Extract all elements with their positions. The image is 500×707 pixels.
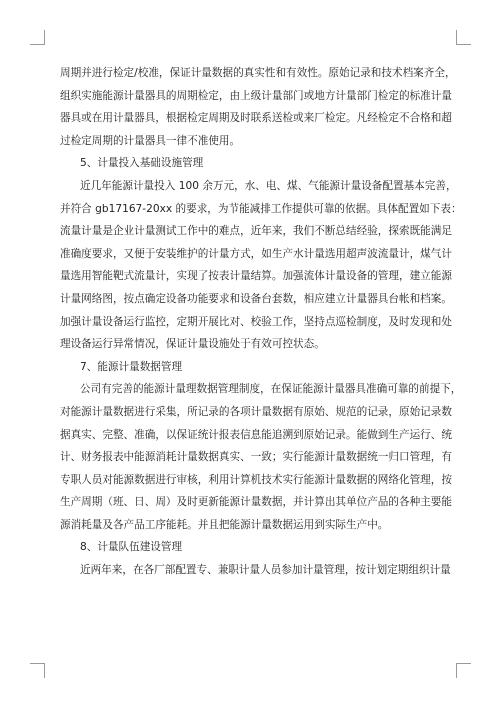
section-heading-8: 8、计量队伍建设管理 xyxy=(80,541,183,554)
text-line: 近几年能源计量投入 100 余万元，水、电、煤、气能源计量设备配置基本完善， xyxy=(80,179,457,192)
text-line: 量选用智能靶式流量计，实现了按表计量结算。加强流体计量设备的管理，建立能源 xyxy=(60,270,452,283)
crop-mark-top-left xyxy=(30,30,45,45)
text-line: 据真实、完整、准确，以保证统计报表信息能追溯到原始记录。能做到生产运行、统 xyxy=(60,428,452,441)
paragraph-continuation xyxy=(60,62,456,152)
text-line: 专职人员对能源数据进行审核，利用计算机技术实行能源计量数据的网络化管理，按 xyxy=(60,473,452,486)
text-line: 过检定周期的计量器具一律不准使用。 xyxy=(60,134,241,147)
text-line: 并符合 gb17167-20xx 的要求，为节能减排工作提供可靠的依据。具体配置如下表： xyxy=(60,202,462,215)
text-line: 源消耗量及各产品工序能耗。并且把能源计量数据运用到实际生产中。 xyxy=(60,518,389,531)
text-line: 近两年来，在各厂部配置专、兼职计量人员参加计量管理，按计划定期组织计量 xyxy=(80,564,451,577)
text-line: 准确度要求，又便于安装维护的计量方式，如生产水计量选用超声波流量计，煤气计 xyxy=(60,247,452,260)
crop-mark-top-right xyxy=(456,30,471,45)
document-body xyxy=(60,62,462,582)
text-line: 计量网络图，按点确定设备功能要求和设备台套数，相应建立计量器具台帐和档案。 xyxy=(60,292,452,305)
crop-mark-bottom-right xyxy=(456,663,471,678)
paragraph-section-5 xyxy=(60,175,462,356)
section-heading-5: 5、计量投入基础设施管理 xyxy=(80,157,204,170)
text-line: 组织实施能源计量器具的周期检定，由上级计量部门或地方计量部门检定的标准计量 xyxy=(60,89,452,102)
paragraph-section-7 xyxy=(60,378,462,536)
text-line: 加强计量设备运行监控，定期开展比对、校验工作，坚持点巡检制度，及时发现和处 xyxy=(60,315,452,328)
text-line: 周期并进行检定/校准，保证计量数据的真实性和有效性。原始记录和技术档案齐全， xyxy=(60,67,456,79)
text-line: 器具或在用计量器具，根据检定周期及时联系送检或来厂检定。凡经检定不合格和超 xyxy=(60,112,452,125)
crop-mark-bottom-left xyxy=(30,663,45,678)
text-line: 计、财务报表中能源消耗计量数据真实、一致；实行能源计量数据统一归口管理，有 xyxy=(60,451,452,464)
text-line: 对能源计量数据进行采集，所记录的各项计量数据有原始、规范的记录，原始记录数 xyxy=(60,405,452,418)
text-line: 生产周期（班、日、周）及时更新能源计量数据，并计算出其单位产品的各种主要能 xyxy=(60,496,452,509)
text-line: 理设备运行异常情况，保证计量设施处于有效可控状态。 xyxy=(60,338,325,351)
text-line: 流量计量是企业计量测试工作中的难点，近年来，我们不断总结经验，探索既能满足 xyxy=(60,225,452,238)
paragraph-section-8 xyxy=(60,559,451,582)
section-heading-7: 7、能源计量数据管理 xyxy=(80,360,183,373)
text-line: 公司有完善的能源计量理数据管理制度，在保证能源计量器具准确可靠的前提下， xyxy=(80,383,462,396)
